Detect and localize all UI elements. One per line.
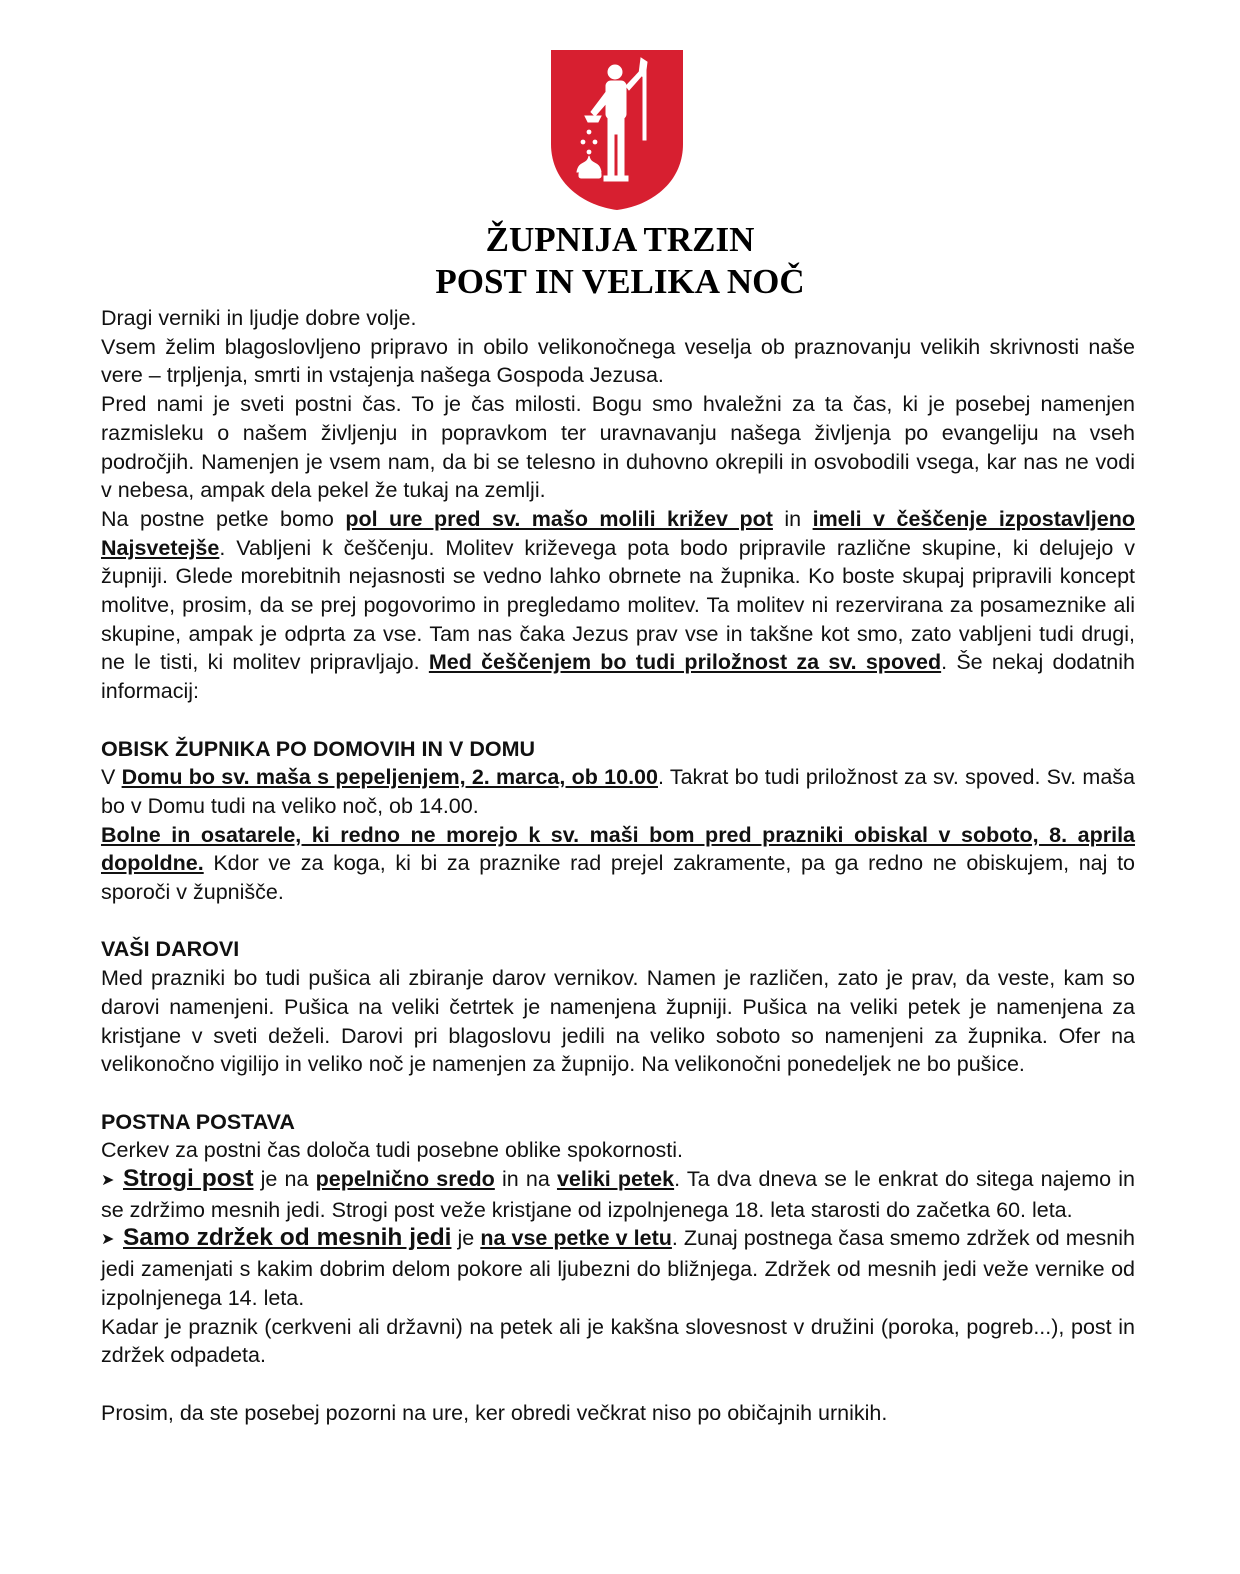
fasting-note: Kadar je praznik (cerkveni ali državni) na petek ali je kakšna slovesnost v družini (poroka, pogreb...), post in zdržek odpadeta. (101, 1314, 1135, 1368)
arrowhead-bullet-icon: ➤ (101, 1231, 115, 1249)
parish-title: ŽUPNIJA TRZIN (485, 220, 755, 259)
text-run: . Ta dva dneva se le enkrat do sitega najemo in se zdržimo mesnih jedi. Strogi post veže kristjane od izpolnjenega 18. leta starosti do začetka 60. leta. (101, 1167, 1135, 1222)
text-run: V (101, 765, 122, 790)
closing-remark: Prosim, da ste posebej pozorni na ure, ker obredi večkrat niso po običajnih urnikih. (101, 1400, 888, 1425)
intro-paragraph-3 (101, 505, 1135, 706)
emphasis-strict-fast: Strogi post (123, 1165, 254, 1193)
fasting-bullet-2 (101, 1224, 1135, 1312)
text-run: . Takrat bo tudi priložnost za sv. spoved. Sv. maša bo v Domu tudi na veliko noč, ob 14.00. (101, 765, 1135, 818)
text-run: Kdor ve za koga, ki bi za praznike rad prejel zakramente, pa ga redno ne obiskujem, naj to sporoči v župnišče. (101, 851, 1135, 905)
coat-of-arms-logo (549, 48, 685, 212)
section-heading-gifts: VAŠI DAROVI (101, 937, 240, 962)
emphasis-sick-visit: Bolne in osatarele, ki redno ne morejo k sv. maši bom pred prazniki obiskal v soboto, 8. aprila dopoldne. (101, 822, 1135, 876)
visits-paragraph-1 (101, 763, 1135, 820)
section-heading-visits: OBISK ŽUPNIKA PO DOMOVIH IN V DOMU (101, 736, 535, 761)
text-run: . Vabljeni k češčenju. Molitev križevega pota bodo pripravile različne skupine, ki delujejo v župniji. Glede morebitnih nejasnosti se vedno lahko obrnete na župnika. Ko boste skupaj pripravili koncept molitve, prosim, da se prej pogovorimo in pregledamo molitev. Ta molitev ni rezervirana za posameznike ali skupine, ampak je odprta za vse. Tam nas čaka Jezus prav vse in takšne kot smo, zato vabljeni tudi drugi, ne le tisti, ki molitev pripravljajo. (101, 535, 1135, 675)
greeting: Dragi verniki in ljudje dobre volje. (101, 306, 417, 330)
emphasis-abstinence: Samo zdržek od mesnih jedi (123, 1224, 452, 1252)
arrowhead-bullet-icon: ➤ (101, 1172, 115, 1190)
intro-paragraph-2: Pred nami je sveti postni čas. To je čas milosti. Bogu smo hvaležni za ta čas, ki je posebej namenjen razmisleku o našem življenju in popravkom ter uravnavanju našega življenja po evangeliju na vseh področjih. Namenjen je vsem nam, da bi se telesno in duhovno okrepili in osvobodili vsega, kar nas ne vodi v nebesa, ampak dela pekel že tukaj na zemlji. (101, 392, 1135, 503)
fasting-intro: Cerkev za postni čas določa tudi posebne oblike spokornosti. (101, 1138, 684, 1163)
document-title: POST IN VELIKA NOČ (435, 262, 805, 301)
emphasis-way-of-cross: pol ure pred sv. mašo molili križev pot (345, 506, 773, 531)
text-run: je (451, 1226, 481, 1251)
text-run: in na (494, 1167, 557, 1192)
text-run: Na postne petke bomo (101, 506, 346, 531)
text-run: . Zunaj postnega časa smemo zdržek od mesnih jedi zamenjati s kakim dobrim delom pokore ali ljubezni do bližnjega. Zdržek od mesnih jedi veže vernike od izpolnjenega 14. leta. (101, 1226, 1135, 1310)
gifts-paragraph: Med prazniki bo tudi pušica ali zbiranje darov vernikov. Namen je različen, zato je prav, da veste, kam so darovi namenjeni. Pušica na veliki četrtek je namenjena župniji. Pušica na veliki petek je namenjena za kristjane v sveti deželi. Darovi pri blagoslovu jedili na veliko soboto so namenjeni za župnika. Ofer na velikonočno vigilijo in veliko noč je namenjen za župnijo. Na velikonočni ponedeljek ne bo pušice. (101, 966, 1135, 1077)
letter-body (101, 304, 1135, 1427)
emphasis-ash-wednesday: pepelnično sredo (315, 1167, 495, 1192)
intro-paragraph-1: Vsem želim blagoslovljeno pripravo in obilo velikonočnega veselja ob praznovanju velikih skrivnosti naše vere – trpljenja, smrti in vstajenja našega Gospoda Jezusa. (101, 334, 1135, 388)
fasting-bullet-1 (101, 1165, 1135, 1224)
text-run: je na (253, 1167, 316, 1192)
text-run: in (772, 506, 813, 531)
emphasis-all-fridays: na vse petke v letu (480, 1226, 672, 1251)
section-heading-fasting: POSTNA POSTAVA (101, 1109, 295, 1134)
text-run: . Še nekaj dodatnih informacij: (101, 650, 1135, 704)
emphasis-confession: Med češčenjem bo tudi priložnost za sv. spoved (428, 650, 942, 675)
emphasis-good-friday: veliki petek (556, 1167, 675, 1192)
emphasis-mass-date: Domu bo sv. maša s pepeljenjem, 2. marca, ob 10.00 (121, 765, 658, 790)
emphasis-adoration: imeli v češčenje izpostavljeno Najsvetejše (101, 506, 1136, 560)
visits-paragraph-2 (101, 821, 1135, 907)
